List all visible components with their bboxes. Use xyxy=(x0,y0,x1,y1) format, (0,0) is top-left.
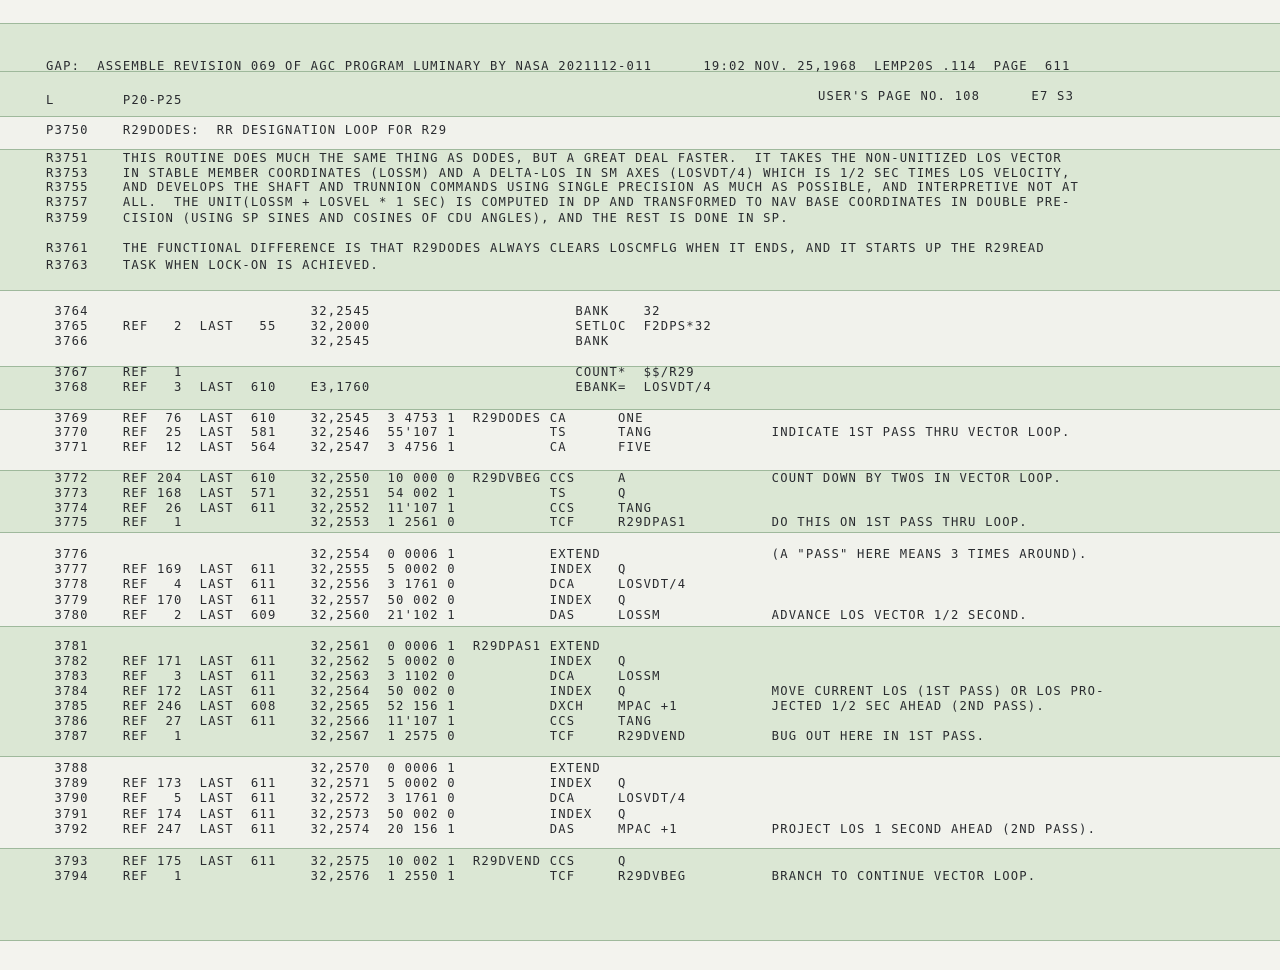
code-line: 3789 REF 173 LAST 611 32,2571 5 0002 0 INDEX Q xyxy=(46,776,627,790)
paper-rule xyxy=(0,116,1280,117)
paper-rule xyxy=(0,290,1280,291)
code-line: 3765 REF 2 LAST 55 32,2000 SETLOC F2DPS*32 xyxy=(46,319,712,333)
code-line: 3787 REF 1 32,2567 1 2575 0 TCF R29DVEND BUG OUT HERE IN 1ST PASS. xyxy=(46,729,986,743)
comment-line: R3751 THIS ROUTINE DOES MUCH THE SAME THING AS DODES, BUT A GREAT DEAL FASTER. IT TAKES THE NON-UNITIZED LOS VECTOR xyxy=(46,151,1062,165)
code-line: 3773 REF 168 LAST 571 32,2551 54 002 1 TS Q xyxy=(46,486,627,500)
paper-rule xyxy=(0,532,1280,533)
listing-header-title: GAP: ASSEMBLE REVISION 069 OF AGC PROGRAM LUMINARY BY NASA 2021112-011 19:02 NOV. 25,1968 LEMP20S .114 PAGE 611 xyxy=(46,59,1071,73)
comment-line: R3753 IN STABLE MEMBER COORDINATES (LOSSM) AND A DELTA-LOS IN SM AXES (LOSVDT/4) WHICH IS 1/2 SEC TIMES LOS VELOCITY, xyxy=(46,166,1071,180)
code-line: 3784 REF 172 LAST 611 32,2564 50 002 0 INDEX Q MOVE CURRENT LOS (1ST PASS) OR LOS PRO- xyxy=(46,684,1105,698)
paper-band xyxy=(0,940,1280,970)
code-line: 3779 REF 170 LAST 611 32,2557 50 002 0 INDEX Q xyxy=(46,593,627,607)
code-line: 3780 REF 2 LAST 609 32,2560 21'102 1 DAS LOSSM ADVANCE LOS VECTOR 1/2 SECOND. xyxy=(46,608,1028,622)
code-line: 3786 REF 27 LAST 611 32,2566 11'107 1 CCS TANG xyxy=(46,714,653,728)
paper-rule xyxy=(0,149,1280,150)
code-line: 3790 REF 5 LAST 611 32,2572 3 1761 0 DCA LOSVDT/4 xyxy=(46,791,687,805)
comment-line: R3761 THE FUNCTIONAL DIFFERENCE IS THAT R29DODES ALWAYS CLEARS LOSCMFLG WHEN IT ENDS, AND IT STARTS UP THE R29READ xyxy=(46,241,1045,255)
paper-rule xyxy=(0,940,1280,941)
code-line: 3794 REF 1 32,2576 1 2550 1 TCF R29DVBEG BRANCH TO CONTINUE VECTOR LOOP. xyxy=(46,869,1037,883)
listing-header-section: L P20-P25 xyxy=(46,93,183,107)
code-line: 3788 32,2570 0 0006 1 EXTEND xyxy=(46,761,601,775)
code-line: 3774 REF 26 LAST 611 32,2552 11'107 1 CCS TANG xyxy=(46,501,653,515)
comment-line: R3763 TASK WHEN LOCK-ON IS ACHIEVED. xyxy=(46,258,379,272)
paper-rule xyxy=(0,23,1280,24)
code-line: 3764 32,2545 BANK 32 xyxy=(46,304,661,318)
code-line: 3776 32,2554 0 0006 1 EXTEND (A "PASS" HERE MEANS 3 TIMES AROUND). xyxy=(46,547,1088,561)
code-line: 3768 REF 3 LAST 610 E3,1760 EBANK= LOSVDT/4 xyxy=(46,380,712,394)
paper-rule xyxy=(0,626,1280,627)
comment-line: R3757 ALL. THE UNIT(LOSSM + LOSVEL * 1 SEC) IS COMPUTED IN DP AND TRANSFORMED TO NAV BASE COORDINATES IN DOUBLE PRE- xyxy=(46,195,1071,209)
code-line: 3772 REF 204 LAST 610 32,2550 10 000 0 R29DVBEG CCS A COUNT DOWN BY TWOS IN VECTOR LOOP. xyxy=(46,471,1062,485)
paper-rule xyxy=(0,848,1280,849)
code-line: 3775 REF 1 32,2553 1 2561 0 TCF R29DPAS1 DO THIS ON 1ST PASS THRU LOOP. xyxy=(46,515,1028,529)
code-line: 3771 REF 12 LAST 564 32,2547 3 4756 1 CA FIVE xyxy=(46,440,653,454)
code-line: 3767 REF 1 COUNT* $$/R29 xyxy=(46,365,695,379)
code-line: 3791 REF 174 LAST 611 32,2573 50 002 0 INDEX Q xyxy=(46,807,627,821)
code-line: 3783 REF 3 LAST 611 32,2563 3 1102 0 DCA LOSSM xyxy=(46,669,661,683)
code-line: 3778 REF 4 LAST 611 32,2556 3 1761 0 DCA LOSVDT/4 xyxy=(46,577,687,591)
code-line: 3770 REF 25 LAST 581 32,2546 55'107 1 TS TANG INDICATE 1ST PASS THRU VECTOR LOOP. xyxy=(46,425,1071,439)
comment-line: R3759 CISION (USING SP SINES AND COSINES OF CDU ANGLES), AND THE REST IS DONE IN SP. xyxy=(46,211,789,225)
comment-line: R3755 AND DEVELOPS THE SHAFT AND TRUNNION COMMANDS USING SINGLE PRECISION AS MUCH AS POSSIBLE, AND INTERPRETIVE NOT AT xyxy=(46,180,1080,194)
paper-rule xyxy=(0,756,1280,757)
paper-band xyxy=(0,0,1280,23)
code-line: 3792 REF 247 LAST 611 32,2574 20 156 1 DAS MPAC +1 PROJECT LOS 1 SECOND AHEAD (2ND PASS). xyxy=(46,822,1097,836)
code-line: 3766 32,2545 BANK xyxy=(46,334,610,348)
code-line: 3785 REF 246 LAST 608 32,2565 52 156 1 DXCH MPAC +1 JECTED 1/2 SEC AHEAD (2ND PASS). xyxy=(46,699,1045,713)
code-line: 3777 REF 169 LAST 611 32,2555 5 0002 0 INDEX Q xyxy=(46,562,627,576)
code-line: 3782 REF 171 LAST 611 32,2562 5 0002 0 INDEX Q xyxy=(46,654,627,668)
code-line: 3793 REF 175 LAST 611 32,2575 10 002 1 R29DVEND CCS Q xyxy=(46,854,627,868)
comment-line: P3750 R29DODES: RR DESIGNATION LOOP FOR R29 xyxy=(46,123,448,137)
code-line: 3781 32,2561 0 0006 1 R29DPAS1 EXTEND xyxy=(46,639,601,653)
listing-header-page-info: USER'S PAGE NO. 108 E7 S3 xyxy=(818,89,1075,103)
code-line: 3769 REF 76 LAST 610 32,2545 3 4753 1 R29DODES CA ONE xyxy=(46,411,644,425)
paper-rule xyxy=(0,409,1280,410)
